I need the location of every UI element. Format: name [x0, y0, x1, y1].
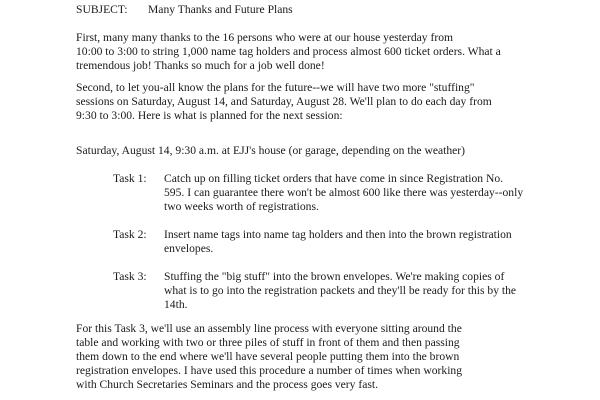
- subject-line: [76, 3, 293, 17]
- task-body: [164, 228, 584, 256]
- paragraph-line: 10:00 to 3:00 to string 1,000 name tag holders and process almost 600 ticket orders. What a: [76, 45, 501, 58]
- task-line: Insert name tags into name tag holders and then into the brown registration: [164, 228, 512, 241]
- paragraph-line: with Church Secretaries Seminars and the process goes very fast.: [76, 378, 378, 391]
- task-label: Task 2:: [113, 228, 147, 241]
- paragraph-line: tremendous job! Thanks so much for a job well done!: [76, 59, 325, 72]
- task-label: Task 3:: [113, 270, 147, 283]
- task-line: two weeks worth of registrations.: [164, 200, 319, 213]
- task-body: [164, 172, 584, 214]
- task-line: 14th.: [164, 298, 188, 311]
- paragraph-line: table and working with two or three piles of stuff in front of them and then passing: [76, 336, 460, 349]
- session-heading: Saturday, August 14, 9:30 a.m. at EJJ's house (or garage, depending on the weather): [76, 144, 465, 157]
- paragraph-line: registration envelopes. I have used this procedure a number of times when working: [76, 364, 463, 377]
- task-line: Catch up on filling ticket orders that have come in since Registration No.: [164, 172, 504, 185]
- paragraph-assembly-line: [76, 322, 588, 392]
- paragraph-line: sessions on Saturday, August 14, and Saturday, August 28. We'll plan to do each day from: [76, 95, 492, 108]
- task-line: 595. I can guarantee there won't be almost 600 like there was yesterday--only: [164, 186, 524, 199]
- task-line: envelopes.: [164, 242, 214, 255]
- paragraph-line: For this Task 3, we'll use an assembly line process with everyone sitting around the: [76, 322, 462, 335]
- task-line: what is to go into the registration packets and they'll be ready for this by the: [164, 284, 517, 297]
- paragraph-future-plans: [76, 81, 588, 123]
- subject-text: Many Thanks and Future Plans: [148, 3, 293, 16]
- paragraph-line: them down to the end where we'll have several people putting them into the brown: [76, 350, 460, 363]
- paragraph-thanks: [76, 31, 588, 73]
- paragraph-line: Second, to let you-all know the plans for the future--we will have two more "stuffing": [76, 81, 475, 94]
- task-line: Stuffing the "big stuff" into the brown envelopes. We're making copies of: [164, 270, 505, 283]
- paragraph-line: First, many many thanks to the 16 persons who were at our house yesterday from: [76, 31, 454, 44]
- subject-label: SUBJECT:: [76, 3, 128, 16]
- task-body: [164, 270, 584, 312]
- task-label: Task 1:: [113, 172, 147, 185]
- paragraph-line: 9:30 to 3:00. Here is what is planned for the next session:: [76, 109, 343, 122]
